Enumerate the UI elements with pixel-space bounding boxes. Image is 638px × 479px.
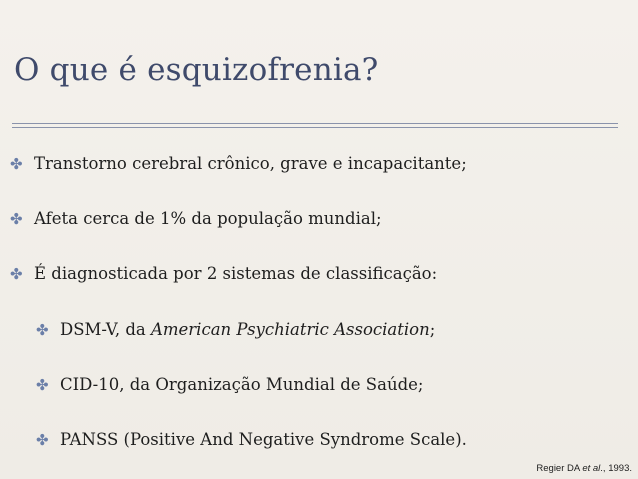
bullet-flower-icon: ✤ [10, 265, 23, 283]
sub-bullet-text-suffix: ; [429, 320, 436, 339]
bullet-item [10, 154, 467, 173]
bullet-flower-icon: ✤ [36, 321, 49, 339]
bullet-text: É diagnosticada por 2 sistemas de classificação: [34, 264, 438, 283]
reference-author: Regier DA [536, 463, 583, 474]
sub-bullet-item [36, 320, 435, 339]
bullet-flower-icon: ✤ [36, 376, 49, 394]
reference-citation [536, 463, 632, 474]
sub-bullet-text-italic: American Psychiatric Association [150, 320, 430, 339]
title-divider-top [12, 123, 618, 124]
reference-year: ., 1993. [600, 463, 632, 474]
title-divider-bottom [12, 127, 618, 128]
sub-bullet-item [36, 375, 423, 394]
bullet-flower-icon: ✤ [36, 431, 49, 449]
sub-bullet-text: CID-10, da Organização Mundial de Saúde; [60, 375, 424, 394]
reference-etal: et al [582, 463, 601, 474]
bullet-item [10, 209, 382, 228]
bullet-text: Afeta cerca de 1% da população mundial; [34, 209, 382, 228]
sub-bullet-item [36, 430, 467, 449]
bullet-item [10, 264, 437, 283]
sub-bullet-text: PANSS (Positive And Negative Syndrome Scale). [60, 430, 467, 449]
sub-bullet-text-prefix: DSM-V, da [60, 320, 151, 339]
bullet-flower-icon: ✤ [10, 155, 23, 173]
bullet-text: Transtorno cerebral crônico, grave e incapacitante; [34, 154, 467, 173]
bullet-flower-icon: ✤ [10, 210, 23, 228]
slide-title: O que é esquizofrenia? [14, 52, 379, 88]
